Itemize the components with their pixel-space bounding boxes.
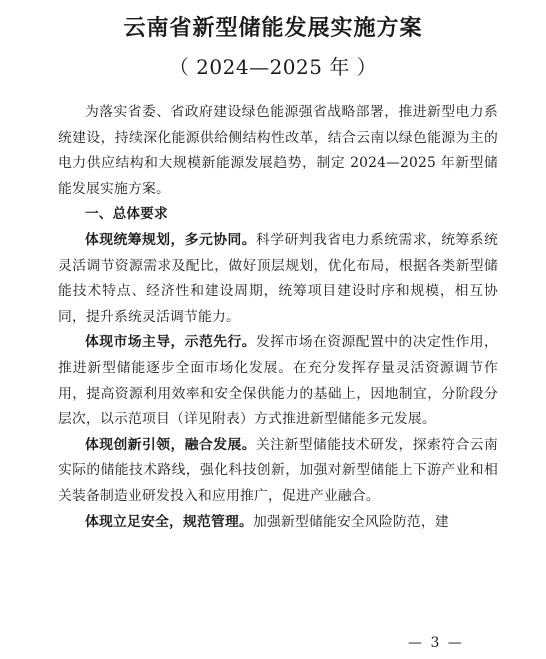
principle-paragraph [58, 433, 498, 510]
principle-text: 发挥市场在资源配置中的决定性作用，推进新型储能逐步全面市场化发展。在充分发挥存量灵活资源调节作用，提高资源利用效率和安全保供能力的基础上，因地制宜，分阶段分层次，以示范项目（详见附表）方式推进新型储能多元发展。 [58, 334, 498, 428]
principle-lead: 体现立足安全，规范管理。 [85, 513, 253, 530]
principle-lead: 体现创新引领，融合发展。 [85, 436, 256, 453]
principle-lead: 体现市场主导，示范先行。 [85, 334, 256, 351]
intro-paragraph: 为落实省委、省政府建设绿色能源强省战略部署，推进新型电力系统建设，持续深化能源供给侧结构性改革，结合云南以绿色能源为主的电力供应结构和大规模新能源发展趋势，制定 2024—2025 年新型储能发展实施方案。 [58, 104, 498, 197]
principle-text: 加强新型储能安全风险防范，建 [252, 513, 449, 530]
principle-paragraph [58, 330, 498, 432]
principle-text: 关注新型储能技术研发，探索符合云南实际的储能技术路线，强化科技创新，加强对新型储能上下游产业和相关装备制造业研发投入和应用推广，促进产业融合。 [58, 436, 498, 504]
page-number: — 3 — [408, 635, 464, 651]
document-title: 云南省新型储能发展实施方案 [123, 15, 423, 41]
principle-paragraph [58, 228, 498, 330]
document-body [58, 100, 498, 535]
document-subtitle: （ 2024—2025 年 ） [168, 55, 378, 79]
principle-paragraph [58, 510, 498, 536]
principle-text: 科学研判我省电力系统需求，统筹系统灵活调节资源需求及配比，做好顶层规划，优化布局，根据各类新型储能技术特点、经济性和建设周期，统筹项目建设时序和规模，相互协同，提升系统灵活调节能力。 [58, 231, 498, 325]
principle-lead: 体现统筹规划，多元协同。 [85, 231, 256, 248]
section-heading: 一、总体要求 [85, 206, 168, 223]
